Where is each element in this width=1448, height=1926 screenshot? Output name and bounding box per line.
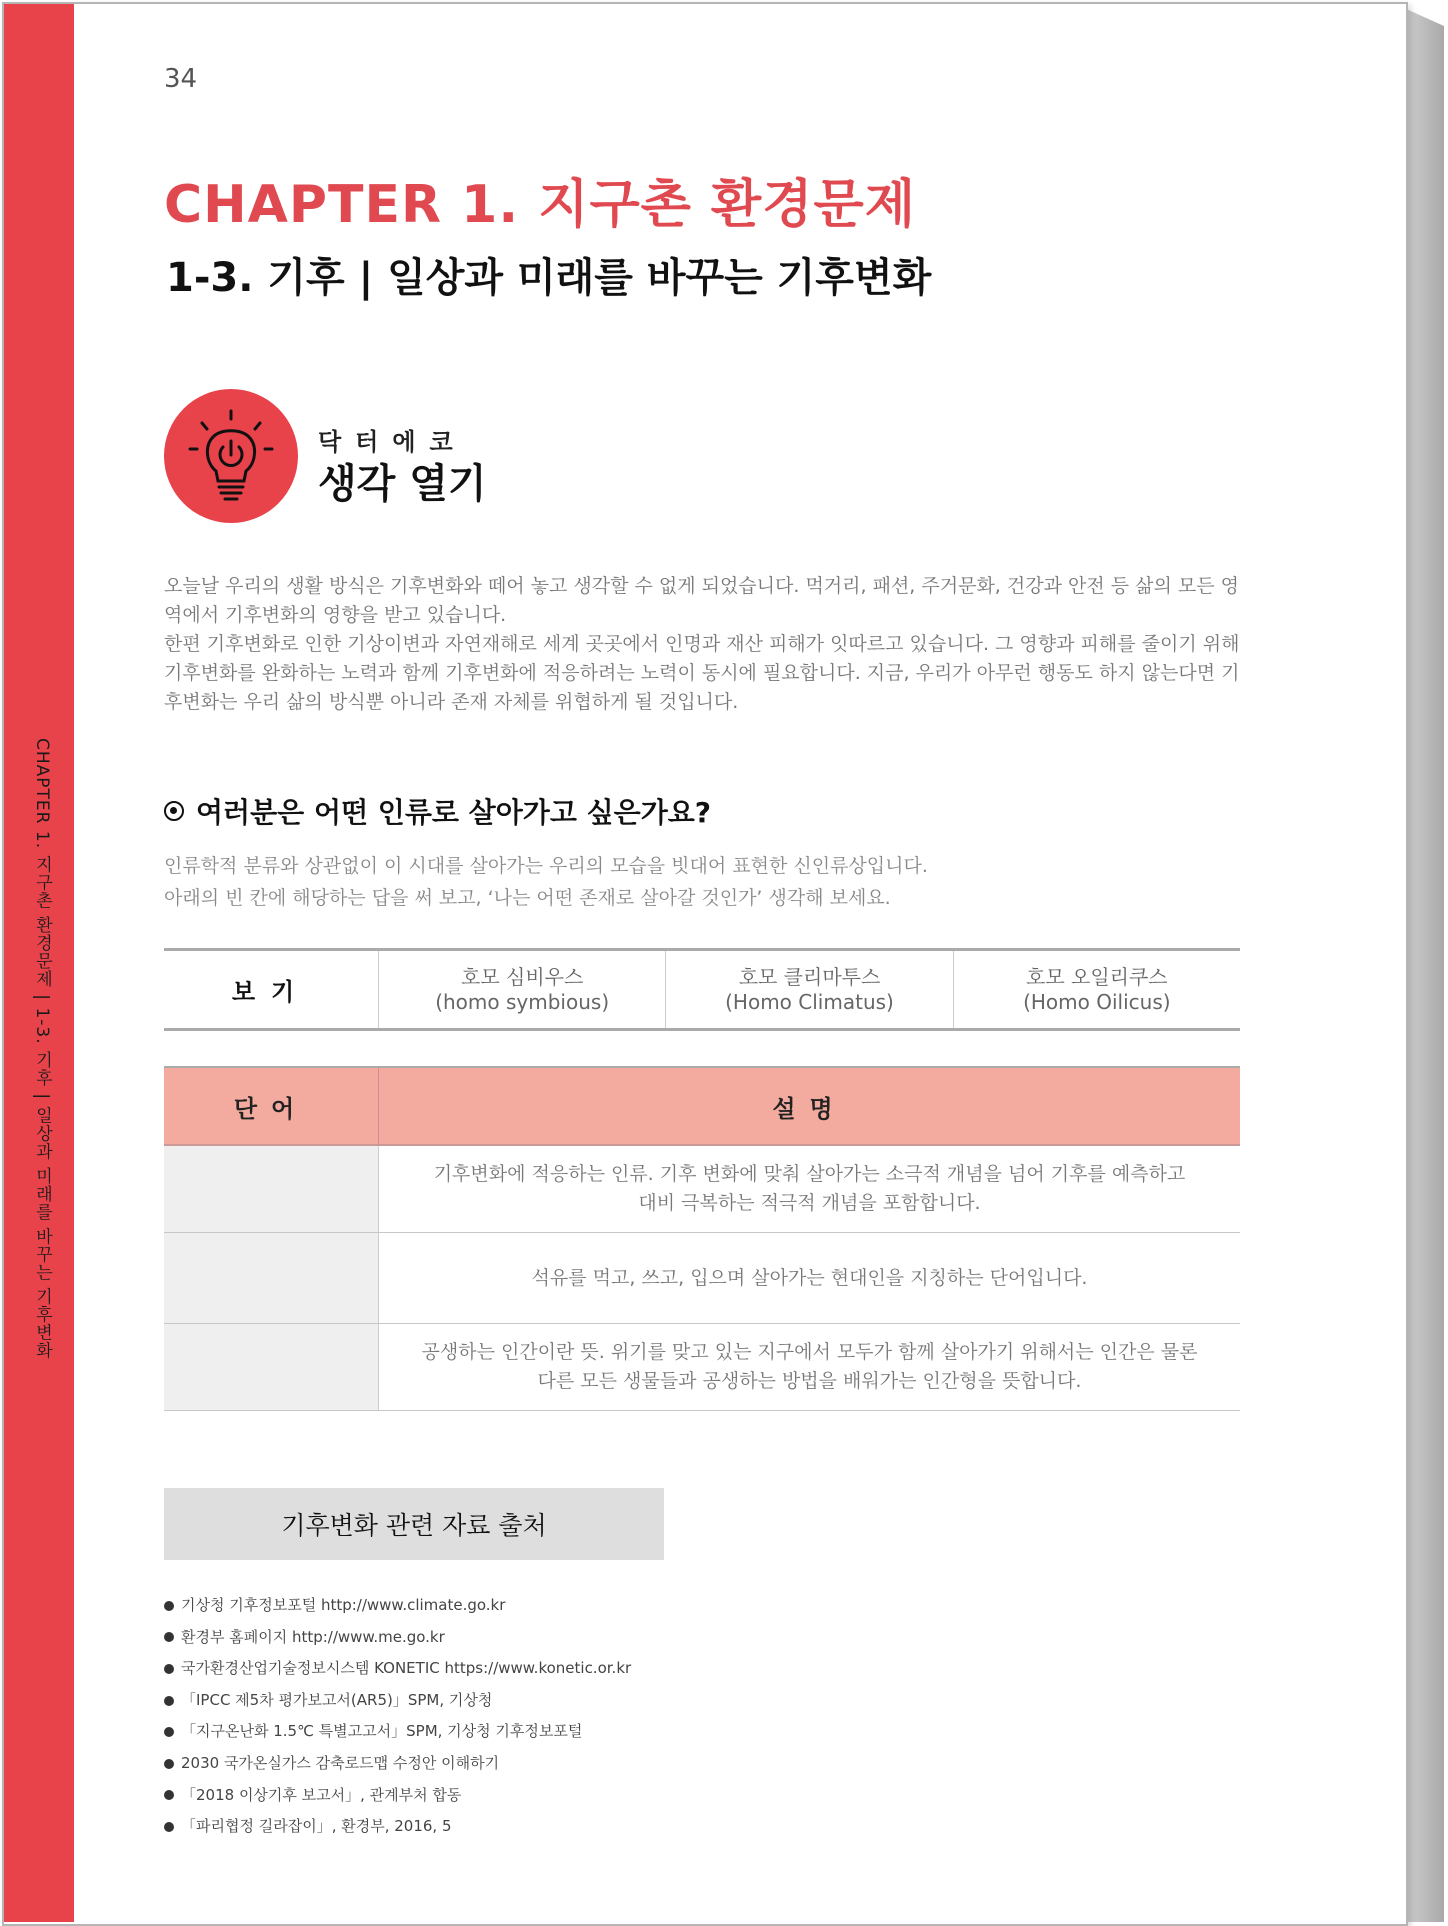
example-korean: 호모 오일리쿠스 (1026, 964, 1168, 989)
source-text: 「IPCC 제5차 평가보고서(AR5)」SPM, 기상청 (181, 1690, 493, 1709)
source-text: 기상청 기후정보포털 http://www.climate.go.kr (181, 1596, 506, 1614)
example-korean: 호모 클리마투스 (738, 964, 881, 989)
bullet-icon (164, 1632, 174, 1642)
question-title: 여러분은 어떤 인류로 살아가고 싶은가요? (196, 796, 712, 829)
word-table-header (164, 1068, 1240, 1146)
bullet-icon (164, 1822, 174, 1832)
description-cell (379, 1324, 1240, 1410)
question-desc-line: 인류학적 분류와 상관없이 이 시대를 살아가는 우리의 모습을 빗대어 표현한 신인류상입니다. (164, 855, 928, 877)
section-title: 1-3. 기후 | 일상과 미래를 바꾸는 기후변화 (166, 255, 932, 301)
list-item (164, 1780, 631, 1812)
example-item (378, 951, 665, 1028)
question-desc-line: 아래의 빈 칸에 해당하는 답을 써 보고, ‘나는 어떤 존재로 살아갈 것인가’ 생각해 보세요. (164, 887, 891, 909)
source-text: 「2018 이상기후 보고서」, 관계부처 합동 (181, 1785, 462, 1804)
page-edge (1404, 8, 1444, 1922)
bullet-icon (164, 1664, 174, 1674)
list-item (164, 1622, 631, 1654)
list-item (164, 1811, 631, 1843)
word-answer-cell[interactable] (164, 1233, 379, 1323)
description-line: 다른 모든 생물들과 공생하는 방법을 배워가는 인간형을 뜻합니다. (537, 1370, 1082, 1392)
word-answer-cell[interactable] (164, 1324, 379, 1410)
list-item (164, 1685, 631, 1717)
description-line: 대비 극복하는 적극적 개념을 포함합니다. (638, 1192, 981, 1214)
chapter-title: CHAPTER 1. 지구촌 환경문제 (164, 175, 916, 235)
source-text: 「파리협정 길라잡이」, 환경부, 2016, 5 (181, 1817, 452, 1836)
bullet-icon (164, 1790, 174, 1800)
list-item (164, 1590, 631, 1622)
bullet-icon (164, 1601, 174, 1611)
source-text: 환경부 홈페이지 http://www.me.go.kr (181, 1627, 445, 1646)
list-item (164, 1716, 631, 1748)
table-row (164, 1146, 1240, 1233)
description-line: 석유를 먹고, 쓰고, 입으며 살아가는 현대인을 지칭하는 단어입니다. (531, 1266, 1088, 1289)
sidebar-chapter-text: CHAPTER 1. 지구촌 환경문제 | 1-3. 기후 | 일상과 미래를 바꾸는 기후변화 (32, 738, 52, 1360)
target-icon (164, 801, 184, 821)
source-text: 「지구온난화 1.5℃ 특별고고서」SPM, 기상청 기후정보포털 (181, 1722, 583, 1741)
table-row (164, 1233, 1240, 1324)
description-column-header: 설명 (772, 1094, 847, 1123)
source-text: 2030 국가온실가스 감축로드맵 수정안 이해하기 (181, 1753, 500, 1772)
word-answer-cell[interactable] (164, 1146, 379, 1232)
intro-paragraph: 한편 기후변화로 인한 기상이변과 자연재해로 세계 곳곳에서 인명과 재산 피해가 잇따르고 있습니다. 그 영향과 피해를 줄이기 위해 기후변화를 완화하는 노력과 함께 기후변화에 적응하려는 노력이 동시에 필요합니다. 지금, 우리가 아무런 행동도 하지 않는다면 기후변화는 우리 삶의 방식뿐 아니라 존재 자체를 위협하게 될 것입니다. (164, 633, 1240, 713)
sources-title: 기후변화 관련 자료 출처 (164, 1488, 664, 1560)
description-line: 기후변화에 적응하는 인류. 기후 변화에 맞춰 살아가는 소극적 개념을 넘어 기후를 예측하고 (433, 1163, 1186, 1185)
description-cell (379, 1233, 1240, 1323)
intro-paragraph: 오늘날 우리의 생활 방식은 기후변화와 떼어 놓고 생각할 수 없게 되었습니다. 먹거리, 패션, 주거문화, 건강과 안전 등 삶의 모든 영역에서 기후변화의 영향을 받고 있습니다. (164, 575, 1239, 626)
question-description (164, 850, 928, 914)
example-item (953, 951, 1240, 1028)
list-item (164, 1653, 631, 1685)
word-table (164, 1066, 1240, 1411)
example-korean: 호모 심비우스 (461, 964, 584, 989)
sources-list (164, 1590, 631, 1843)
description-cell (379, 1146, 1240, 1232)
list-item (164, 1748, 631, 1780)
example-item (665, 951, 952, 1028)
bullet-icon (164, 1759, 174, 1769)
word-column-header: 단어 (164, 1068, 379, 1144)
example-latin: (Homo Climatus) (725, 989, 894, 1014)
description-line: 공생하는 인간이란 뜻. 위기를 맞고 있는 지구에서 모두가 함께 살아가기 위해서는 인간은 물론 (421, 1341, 1198, 1363)
source-text: 국가환경산업기술정보시스템 KONETIC https://www.konetic.or.kr (181, 1659, 632, 1678)
example-latin: (Homo Oilicus) (1023, 989, 1171, 1014)
intro-text (164, 572, 1244, 717)
bullet-icon (164, 1696, 174, 1706)
think-box-title: 생각 열기 (318, 461, 487, 507)
examples-header: 보기 (231, 978, 311, 1006)
lightbulb-icon (164, 389, 298, 523)
bullet-icon (164, 1727, 174, 1737)
think-box-label: 닥터에코 (318, 428, 467, 456)
examples-table (164, 948, 1240, 1031)
question-heading (164, 791, 711, 831)
table-row (164, 1324, 1240, 1411)
example-latin: (homo symbious) (435, 989, 610, 1014)
page-number: 34 (164, 64, 198, 94)
